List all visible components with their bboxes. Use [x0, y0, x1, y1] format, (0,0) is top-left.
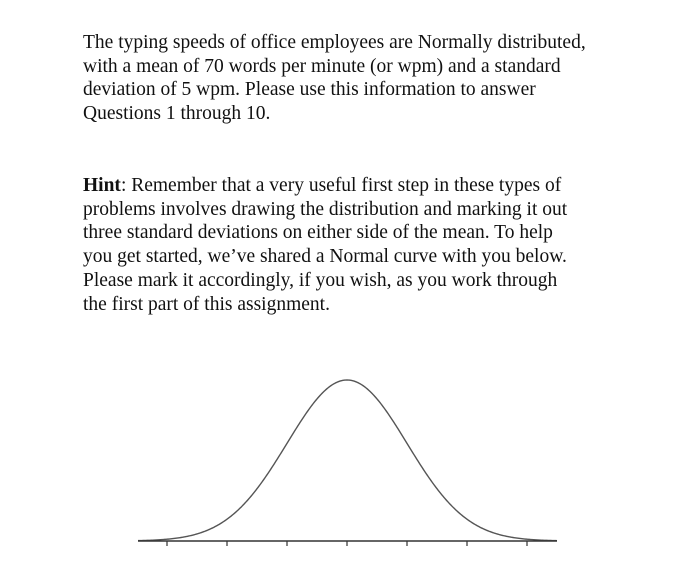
hint-line: problems involves drawing the distribution and marking it out: [83, 198, 568, 220]
hint-line: you get started, we’ve shared a Normal curve with you below.: [83, 246, 567, 268]
hint-line: Please mark it accordingly, if you wish, as you work through: [83, 269, 558, 291]
hint-label: Hint: [83, 175, 121, 196]
normal-bell-curve: [138, 380, 557, 541]
intro-line: The typing speeds of office employees are Normally distributed,: [83, 32, 586, 53]
hint-line-rest: : Remember that a very useful first step in these types of: [120, 175, 562, 196]
axis-ticks: [167, 541, 527, 546]
intro-line: with a mean of 70 words per minute (or wpm) and a standard: [83, 55, 561, 77]
hint-line: [83, 174, 643, 198]
intro-line: Questions 1 through 10.: [83, 103, 271, 125]
hint-line: the first part of this assignment.: [83, 293, 330, 315]
hint-line: three standard deviations on either side of the mean. To help: [83, 222, 553, 244]
intro-line: deviation of 5 wpm. Please use this information to answer: [83, 79, 536, 101]
intro-paragraph: [83, 31, 643, 126]
hint-paragraph: [83, 174, 643, 316]
